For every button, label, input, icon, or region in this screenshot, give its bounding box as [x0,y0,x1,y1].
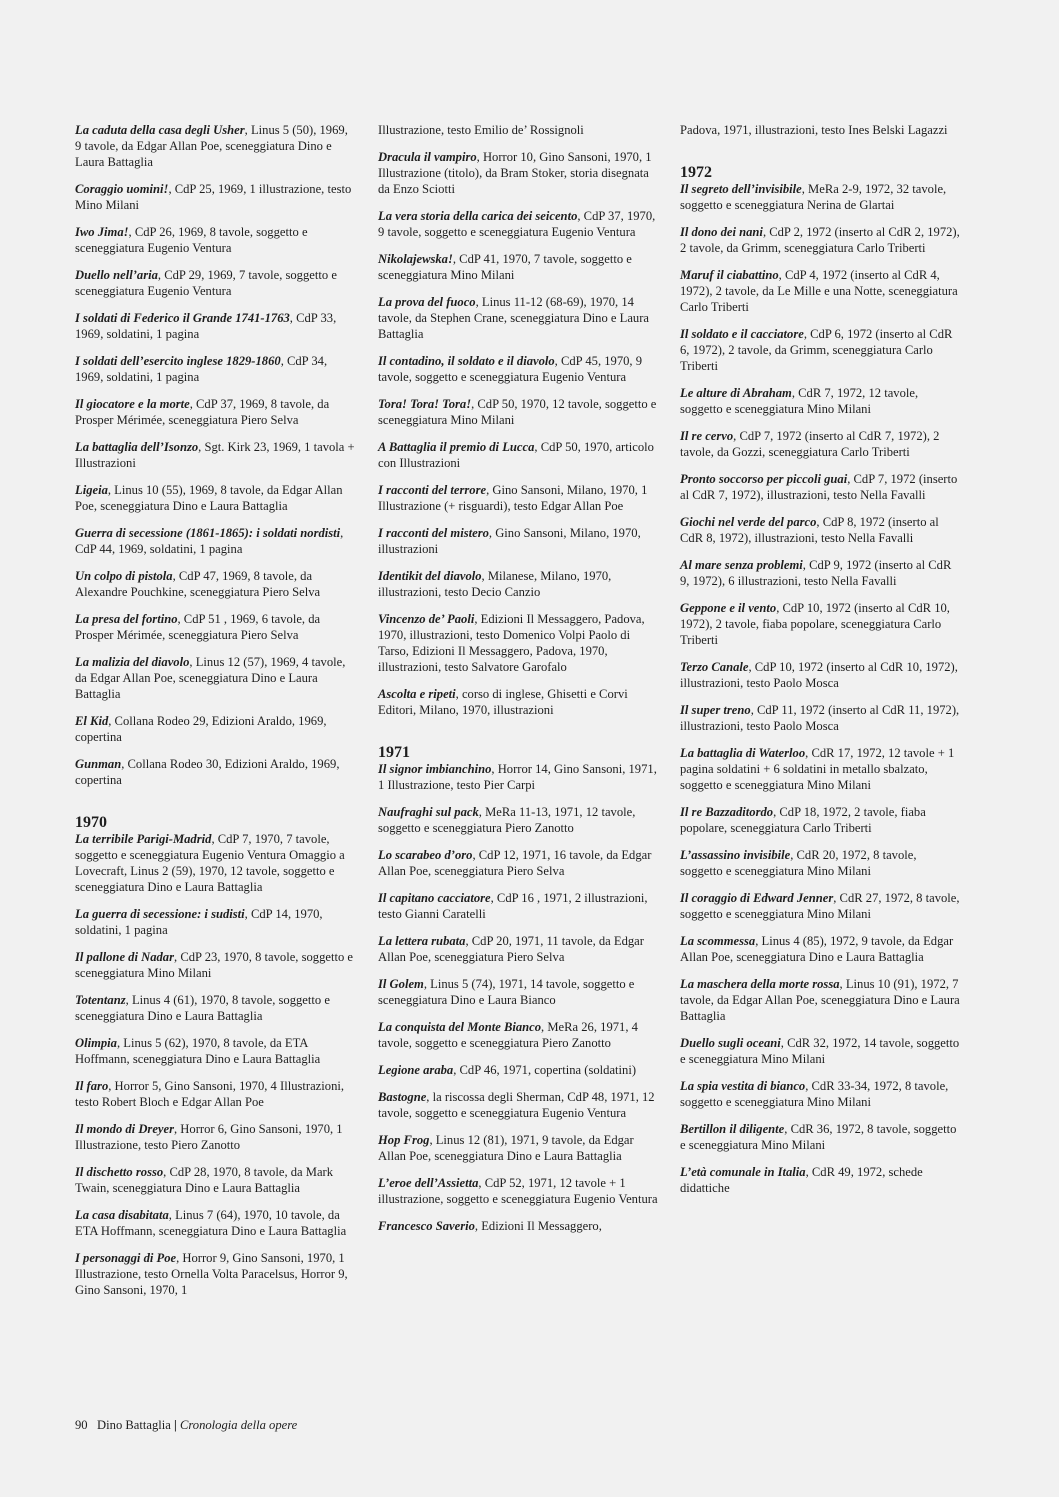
bibliography-entry [75,1078,355,1110]
bibliography-entry [378,1175,658,1207]
bibliography-entry [680,181,960,213]
entry-title: Il giocatore e la morte [75,397,190,411]
bibliography-entry [378,439,658,471]
bibliography-entry [75,267,355,299]
entry-details: , CdP 25, 1969, 1 illustrazione, testo Mino Milani [75,182,352,212]
entry-title: L’età comunale in Italia [680,1165,806,1179]
bibliography-entry [75,525,355,557]
bibliography-entry [378,976,658,1008]
entry-details: , Horror 10, Gino Sansoni, 1970, 1 Illustrazione (titolo), da Bram Stoker, storia disegnata da Enzo Sciotti [378,150,652,196]
entry-title: I soldati di Federico il Grande 1741-1763 [75,311,290,325]
bibliography-entry [75,122,355,170]
bibliography-entry [75,756,355,788]
entry-details: , CdP 10, 1972 (inserto al CdR 10, 1972), 2 tavole, fiaba popolare, sceneggiatura Carlo Triberti [680,601,950,647]
entry-details: , CdP 50, 1970, articolo con Illustrazioni [378,440,654,470]
entry-title: Identikit del diavolo [378,569,482,583]
entry-details: , Sgt. Kirk 23, 1969, 1 tavola + Illustrazioni [75,440,355,470]
bibliography-entry [680,471,960,503]
entry-details: , CdP 37, 1969, 8 tavole, da Prosper Mérimée, sceneggiatura Piero Selva [75,397,330,427]
entry-details: , Collana Rodeo 29, Edizioni Araldo, 1969, copertina [75,714,327,744]
bibliography-entry [378,294,658,342]
entry-details: , CdP 16 , 1971, 2 illustrazioni, testo Gianni Caratelli [378,891,648,921]
entry-title: La guerra di secessione: i sudisti [75,907,245,921]
entry-title: Ligeia [75,483,108,497]
entry-details: , CdP 26, 1969, 8 tavole, soggetto e sceneggiatura Eugenio Ventura [75,225,308,255]
bibliography-entry [75,568,355,600]
entry-title: El Kid [75,714,109,728]
footer-author: Dino Battaglia [97,1418,171,1432]
entry-details: , CdP 41, 1970, 7 tavole, soggetto e sceneggiatura Mino Milani [378,252,632,282]
entry-details: , CdR 33-34, 1972, 8 tavole, soggetto e sceneggiatura Mino Milani [680,1079,949,1109]
bibliography-entry [680,224,960,256]
entry-title: Olimpia [75,1036,117,1050]
entry-title: La maschera della morte rossa [680,977,840,991]
entry-title: Il capitano cacciatore [378,891,491,905]
entry-title: Il dischetto rosso [75,1165,164,1179]
bibliography-entry [680,557,960,589]
bibliography-entry [378,149,658,197]
bibliography-entry [378,1218,658,1234]
bibliography-entry [378,482,658,514]
entry-details: , CdP 7, 1972 (inserto al CdR 7, 1972), 2 tavole, da Gozzi, sceneggiatura Carlo Triberti [680,429,940,459]
entry-details: , CdP 4, 1972 (inserto al CdR 4, 1972), 2 tavole, da Le Mille e una Notte, sceneggiatura Carlo Triberti [680,268,958,314]
entry-details: , Linus 12 (81), 1971, 9 tavole, da Edgar Allan Poe, sceneggiatura Dino e Laura Battaglia [378,1133,634,1163]
entry-title: Il pallone di Nadar [75,950,175,964]
bibliography-entry [378,1132,658,1164]
entry-details: , MeRa 11-13, 1971, 12 tavole, soggetto e sceneggiatura Piero Zanotto [378,805,636,835]
bibliography-entry [75,654,355,702]
bibliography-entry [378,611,658,675]
bibliography-entry [680,600,960,648]
entry-details: , CdP 6, 1972 (inserto al CdR 6, 1972), 2 tavole, da Grimm, sceneggiatura Carlo Triberti [680,327,953,373]
page-number: 90 [75,1418,88,1432]
bibliography-entry [75,1250,355,1298]
column-3 [680,122,960,1207]
bibliography-entry [75,224,355,256]
entry-details: , CdR 36, 1972, 8 tavole, soggetto e sceneggiatura Mino Milani [680,1122,957,1152]
entry-details: , Horror 5, Gino Sansoni, 1970, 4 Illustrazioni, testo Robert Bloch e Edgar Allan Poe [75,1079,345,1109]
entry-details: , Horror 6, Gino Sansoni, 1970, 1 Illustrazione, testo Piero Zanotto [75,1122,343,1152]
bibliography-entry [680,702,960,734]
entry-title: Giochi nel verde del parco [680,515,817,529]
entry-details: , CdR 7, 1972, 12 tavole, soggetto e sceneggiatura Mino Milani [680,386,919,416]
entry-details: , CdP 18, 1972, 2 tavole, fiaba popolare, sceneggiatura Carlo Triberti [680,805,926,835]
entry-details: , Collana Rodeo 30, Edizioni Araldo, 1969, copertina [75,757,340,787]
entry-details: , CdP 44, 1969, soldatini, 1 pagina [75,526,344,556]
entry-details: , Linus 11-12 (68-69), 1970, 14 tavole, da Stephen Crane, sceneggiatura Dino e Laura Battaglia [378,295,650,341]
entry-title: Iwo Jima! [75,225,129,239]
year-heading: 1970 [75,814,107,831]
entry-title: La lettera rubata [378,934,466,948]
entry-title: La terribile Parigi-Madrid [75,832,212,846]
entry-details: , CdP 10, 1972 (inserto al CdR 10, 1972), illustrazioni, testo Paolo Mosca [680,660,958,690]
entry-title: Nikolajewska! [378,252,453,266]
entry-details: , CdP 47, 1969, 8 tavole, da Alexandre Pouchkine, sceneggiatura Piero Selva [75,569,321,599]
bibliography-entry [378,933,658,965]
bibliography-entry [680,428,960,460]
entry-title: Gunman [75,757,122,771]
bibliography-entry [680,890,960,922]
bibliography-entry [75,611,355,643]
entry-title: La casa disabitata [75,1208,169,1222]
entry-title: Vincenzo de’ Paoli [378,612,475,626]
entry-title: Francesco Saverio [378,1219,475,1233]
entry-details: , CdP 2, 1972 (inserto al CdR 2, 1972), 2 tavole, da Grimm, sceneggiatura Carlo Triberti [680,225,960,255]
bibliography-entry [378,208,658,240]
entry-details: , CdP 20, 1971, 11 tavole, da Edgar Allan Poe, sceneggiatura Piero Selva [378,934,644,964]
entry-title: Il Golem [378,977,424,991]
footer-section: Cronologia della opere [179,1418,298,1432]
entry-details: , MeRa 2-9, 1972, 32 tavole, soggetto e sceneggiatura Nerina de Glartai [680,182,947,212]
entry-title: Guerra di secessione (1861-1865): i soldati nordisti [75,526,341,540]
entry-details: , la riscossa degli Sherman, CdP 48, 1971, 12 tavole, soggetto e sceneggiatura Eugenio Ventura [378,1090,655,1120]
bibliography-entry [680,659,960,691]
bibliography-entry [680,514,960,546]
entry-details: , CdP 29, 1969, 7 tavole, soggetto e sceneggiatura Eugenio Ventura [75,268,337,298]
entry-title: Il soldato e il cacciatore [680,327,804,341]
entry-title: Totentanz [75,993,126,1007]
bibliography-entry [378,1089,658,1121]
entry-title: I racconti del terrore [378,483,487,497]
entry-details: , CdR 49, 1972, schede didattiche [680,1165,923,1195]
entry-title: Duello sugli oceani [680,1036,781,1050]
entry-title: La prova del fuoco [378,295,476,309]
bibliography-entry [75,181,355,213]
entry-details: , Linus 4 (85), 1972, 9 tavole, da Edgar Allan Poe, sceneggiatura Dino e Laura Battaglia [680,934,954,964]
entry-title: Coraggio uomini! [75,182,169,196]
entry-title: Hop Frog [378,1133,430,1147]
entry-details: , Edizioni Il Messaggero, Padova, 1970, illustrazioni, testo Domenico Volpi Paolo di Tarso, Edizioni Il Messaggero, Padova, 1970, illustrazioni, testo Salvatore Garofalo [378,612,645,674]
entry-details: , CdP 9, 1972 (inserto al CdR 9, 1972), 6 illustrazioni, testo Nella Favalli [680,558,952,588]
bibliography-entry [75,353,355,385]
entry-title: La malizia del diavolo [75,655,190,669]
entry-details: Illustrazione, testo Emilio de’ Rossignoli [378,123,584,137]
column-1 [75,122,355,1309]
bibliography-entry [378,890,658,922]
entry-details: , Gino Sansoni, Milano, 1970, 1 Illustrazione (+ risguardi), testo Edgar Allan Poe [378,483,648,513]
bibliography-entry [680,385,960,417]
bibliography-entry [378,1062,658,1078]
entry-title: Dracula il vampiro [378,150,477,164]
bibliography-entry [75,831,355,895]
entry-details: , CdP 11, 1972 (inserto al CdR 11, 1972), illustrazioni, testo Paolo Mosca [680,703,960,733]
bibliography-entry [378,847,658,879]
bibliography-entry [378,686,658,718]
entry-title: La presa del fortino [75,612,178,626]
entry-details: , CdP 45, 1970, 9 tavole, soggetto e sceneggiatura Eugenio Ventura [378,354,643,384]
entry-details: , Linus 4 (61), 1970, 8 tavole, soggetto e sceneggiatura Dino e Laura Battaglia [75,993,330,1023]
entry-title: La scommessa [680,934,756,948]
column-2 [378,122,658,1245]
entry-title: Il dono dei nani [680,225,763,239]
entry-title: Il contadino, il soldato e il diavolo [378,354,555,368]
year-heading: 1972 [680,164,712,181]
entry-title: I personaggi di Poe [75,1251,177,1265]
entry-title: L’assassino invisibile [680,848,791,862]
entry-title: Naufraghi sul pack [378,805,479,819]
bibliography-entry [680,326,960,374]
bibliography-entry [75,906,355,938]
year-heading: 1971 [378,744,410,761]
entry-details: , CdP 23, 1970, 8 tavole, soggetto e sceneggiatura Mino Milani [75,950,353,980]
entry-title: Il coraggio di Edward Jenner [680,891,834,905]
entry-details: , CdP 8, 1972 (inserto al CdR 8, 1972), illustrazioni, testo Nella Favalli [680,515,939,545]
entry-title: I racconti del mistero [378,526,489,540]
entry-details: , Horror 9, Gino Sansoni, 1970, 1 Illustrazione, testo Ornella Volta Paracelsus, Horror 9, Gino Sansoni, 1970, 1 [75,1251,348,1297]
entry-details: , CdR 20, 1972, 8 tavole, soggetto e sceneggiatura Mino Milani [680,848,917,878]
entry-details: , Linus 12 (57), 1969, 4 tavole, da Edgar Allan Poe, sceneggiatura Dino e Laura Battaglia [75,655,346,701]
bibliography-entry [680,804,960,836]
entry-title: Il re cervo [680,429,734,443]
bibliography-entry [378,396,658,428]
entry-title: Duello nell’aria [75,268,158,282]
bibliography-entry [378,122,658,138]
entry-details: , CdP 52, 1971, 12 tavole + 1 illustrazione, soggetto e sceneggiatura Eugenio Ventura [378,1176,658,1206]
bibliography-entry [378,251,658,283]
bibliography-entry [378,353,658,385]
entry-details: , MeRa 26, 1971, 4 tavole, soggetto e sceneggiatura Piero Zanotto [378,1020,638,1050]
entry-title: Il super treno [680,703,751,717]
bibliography-entry [378,525,658,557]
bibliography-entry [75,1164,355,1196]
entry-details: , CdP 7, 1972 (inserto al CdR 7, 1972), illustrazioni, testo Nella Favalli [680,472,958,502]
entry-details: , CdP 34, 1969, soldatini, 1 pagina [75,354,328,384]
entry-details: , Linus 10 (91), 1972, 7 tavole, da Edgar Allan Poe, sceneggiatura Dino e Laura Battaglia [680,977,960,1023]
entry-details: , Linus 7 (64), 1970, 10 tavole, da ETA Hoffmann, sceneggiatura Dino e Laura Battaglia [75,1208,347,1238]
entry-title: Bastogne [378,1090,427,1104]
entry-details: , CdP 28, 1970, 8 tavole, da Mark Twain, sceneggiatura Dino e Laura Battaglia [75,1165,334,1195]
entry-details: , Edizioni Il Messaggero, [474,1219,602,1233]
bibliography-entry [680,1164,960,1196]
entry-title: I soldati dell’esercito inglese 1829-1860 [75,354,281,368]
entry-title: Maruf il ciabattino [680,268,779,282]
bibliography-entry [75,1207,355,1239]
entry-title: La caduta della casa degli Usher [75,123,245,137]
entry-title: La battaglia di Waterloo [680,746,806,760]
entry-title: Tora! Tora! Tora! [378,397,472,411]
entry-details: , CdP 51 , 1969, 6 tavole, da Prosper Mérimée, sceneggiatura Piero Selva [75,612,321,642]
entry-details: , CdP 50, 1970, 12 tavole, soggetto e sceneggiatura Mino Milani [378,397,657,427]
entry-details: , CdR 27, 1972, 8 tavole, soggetto e sceneggiatura Mino Milani [680,891,960,921]
entry-title: Il faro [75,1079,109,1093]
bibliography-entry [75,949,355,981]
entry-title: Le alture di Abraham [680,386,792,400]
entry-title: Lo scarabeo d’oro [378,848,473,862]
bibliography-entry [75,1121,355,1153]
bibliography-entry [75,396,355,428]
entry-title: Legione araba [378,1063,454,1077]
entry-details: , CdP 12, 1971, 16 tavole, da Edgar Allan Poe, sceneggiatura Piero Selva [378,848,652,878]
entry-title: Geppone e il vento [680,601,777,615]
entry-title: La conquista del Monte Bianco [378,1020,542,1034]
bibliography-entry [680,976,960,1024]
entry-title: La vera storia della carica dei seicento [378,209,578,223]
entry-title: Ascolta e ripeti [378,687,456,701]
entry-details: , Linus 5 (62), 1970, 8 tavole, da ETA Hoffmann, sceneggiatura Dino e Laura Battaglia [75,1036,321,1066]
entry-title: Bertillon il diligente [680,1122,785,1136]
entry-details: , Horror 14, Gino Sansoni, 1971, 1 Illustrazione, testo Pier Carpi [378,762,657,792]
entry-title: Il re Bazzaditordo [680,805,774,819]
bibliography-entry [75,713,355,745]
entry-title: Pronto soccorso per piccoli guai [680,472,848,486]
bibliography-entry [378,804,658,836]
bibliography-entry [75,439,355,471]
entry-details: , corso di inglese, Ghisetti e Corvi Editori, Milano, 1970, illustrazioni [378,687,628,717]
entry-title: Al mare senza problemi [680,558,803,572]
entry-title: Terzo Canale [680,660,749,674]
entry-title: A Battaglia il premio di Lucca [378,440,535,454]
entry-details: , CdR 32, 1972, 14 tavole, soggetto e sceneggiatura Mino Milani [680,1036,960,1066]
bibliography-entry [680,1121,960,1153]
entry-details: , Linus 10 (55), 1969, 8 tavole, da Edgar Allan Poe, sceneggiatura Dino e Laura Battaglia [75,483,343,513]
entry-details: , CdR 17, 1972, 12 tavole + 1 pagina soldatini + 6 soldatini in metallo sbalzato, soggetto e sceneggiatura Mino Milani [680,746,955,792]
bibliography-entry [75,310,355,342]
entry-details: , CdP 7, 1970, 7 tavole, soggetto e sceneggiatura Eugenio Ventura Omaggio a Lovecraft, Linus 2 (59), 1970, 12 tavole, soggetto e sceneggiatura Dino e Laura Battaglia [75,832,345,894]
bibliography-entry [680,267,960,315]
bibliography-entry [75,992,355,1024]
entry-title: Il signor imbianchino [378,762,492,776]
entry-title: L’eroe dell’Assietta [378,1176,479,1190]
entry-title: Il segreto dell’invisibile [680,182,802,196]
entry-details: , CdP 37, 1970, 9 tavole, soggetto e sceneggiatura Eugenio Ventura [378,209,656,239]
bibliography-entry [378,1019,658,1051]
page-footer [75,1418,297,1433]
entry-title: Un colpo di pistola [75,569,173,583]
bibliography-entry [680,1035,960,1067]
entry-title: La battaglia dell’Isonzo [75,440,199,454]
entry-details: , CdP 33, 1969, soldatini, 1 pagina [75,311,337,341]
entry-details: , CdP 46, 1971, copertina (soldatini) [453,1063,637,1077]
bibliography-entry [378,761,658,793]
bibliography-entry [680,745,960,793]
bibliography-entry [680,933,960,965]
entry-details: , CdP 14, 1970, soldatini, 1 pagina [75,907,323,937]
footer-separator: | [174,1418,177,1432]
bibliography-entry [680,122,960,138]
bibliography-entry [75,1035,355,1067]
bibliography-entry [680,1078,960,1110]
entry-details: , Gino Sansoni, Milano, 1970, illustrazioni [378,526,641,556]
entry-details: , Linus 5 (50), 1969, 9 tavole, da Edgar Allan Poe, sceneggiatura Dino e Laura Battaglia [75,123,348,169]
entry-title: La spia vestita di bianco [680,1079,806,1093]
entry-details: Padova, 1971, illustrazioni, testo Ines Belski Lagazzi [680,123,948,137]
entry-title: Il mondo di Dreyer [75,1122,174,1136]
bibliography-entry [680,847,960,879]
bibliography-entry [75,482,355,514]
bibliography-entry [378,568,658,600]
entry-details: , Linus 5 (74), 1971, 14 tavole, soggetto e sceneggiatura Dino e Laura Bianco [378,977,635,1007]
entry-details: , Milanese, Milano, 1970, illustrazioni, testo Decio Canzio [378,569,612,599]
